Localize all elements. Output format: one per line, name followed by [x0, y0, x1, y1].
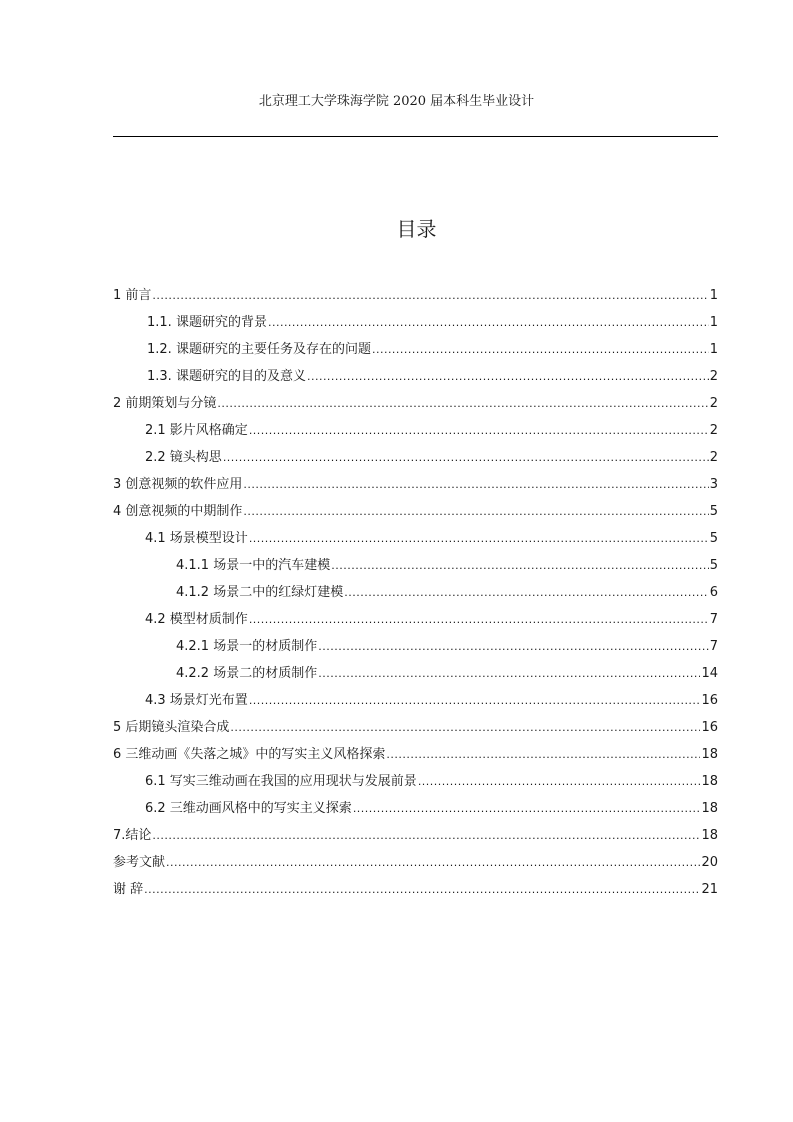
- toc-entry-label: 4 创意视频的中期制作: [113, 504, 243, 519]
- toc-entry-label: 4.1.1 场景一中的汽车建模: [176, 558, 331, 573]
- toc-dot-leader: [230, 714, 700, 741]
- toc-entry-label: 1.1. 课题研究的背景: [147, 315, 267, 330]
- toc-entry[interactable]: [113, 336, 718, 363]
- toc-entry[interactable]: [113, 768, 718, 795]
- toc-entry-label: 2 前期策划与分镜: [113, 396, 217, 411]
- toc-entry-page-number: 21: [701, 882, 718, 897]
- toc-dot-leader: [344, 579, 709, 606]
- toc-entry-label: 2.2 镜头构思: [145, 450, 222, 465]
- toc-entry[interactable]: [113, 876, 718, 903]
- toc-entry[interactable]: [113, 363, 718, 390]
- toc-entry-label: 5 后期镜头渲染合成: [113, 720, 230, 735]
- toc-dot-leader: [386, 741, 700, 768]
- toc-entry-label: 6 三维动画《失落之城》中的写实主义风格探索: [113, 747, 386, 762]
- toc-entry-page-number: 18: [701, 747, 718, 762]
- toc-dot-leader: [217, 390, 708, 417]
- toc-entry[interactable]: [113, 552, 718, 579]
- table-of-contents: [113, 282, 718, 903]
- toc-entry-page-number: 5: [709, 531, 718, 546]
- toc-entry-label: 4.3 场景灯光布置: [145, 693, 248, 708]
- toc-dot-leader: [249, 525, 709, 552]
- header-rule: [113, 136, 718, 137]
- toc-entry[interactable]: [113, 471, 718, 498]
- toc-entry-label: 6.2 三维动画风格中的写实主义探索: [145, 801, 352, 816]
- toc-entry[interactable]: [113, 444, 718, 471]
- toc-dot-leader: [372, 336, 709, 363]
- toc-entry-label: 6.1 写实三维动画在我国的应用现状与发展前景: [145, 774, 417, 789]
- toc-entry[interactable]: [113, 498, 718, 525]
- toc-entry-page-number: 1: [709, 315, 718, 330]
- toc-dot-leader: [243, 471, 708, 498]
- toc-dot-leader: [318, 633, 709, 660]
- toc-dot-leader: [144, 876, 700, 903]
- toc-entry[interactable]: [113, 579, 718, 606]
- toc-dot-leader: [249, 417, 709, 444]
- toc-entry-label: 4.1 场景模型设计: [145, 531, 248, 546]
- toc-entry-label: 4.2.2 场景二的材质制作: [176, 666, 318, 681]
- toc-entry[interactable]: [113, 390, 718, 417]
- toc-entry[interactable]: [113, 282, 718, 309]
- toc-entry-page-number: 5: [709, 558, 718, 573]
- toc-entry-label: 4.1.2 场景二中的红绿灯建模: [176, 585, 344, 600]
- toc-entry-page-number: 5: [709, 504, 718, 519]
- toc-entry[interactable]: [113, 714, 718, 741]
- toc-dot-leader: [268, 309, 709, 336]
- toc-entry[interactable]: [113, 741, 718, 768]
- toc-entry-label: 7.结论: [113, 828, 152, 843]
- toc-dot-leader: [166, 849, 700, 876]
- toc-dot-leader: [353, 795, 701, 822]
- toc-entry[interactable]: [113, 795, 718, 822]
- running-header: 北京理工大学珠海学院 2020 届本科生毕业设计: [258, 94, 535, 109]
- toc-entry-label: 1.3. 课题研究的目的及意义: [147, 369, 306, 384]
- toc-entry-label: 1 前言: [113, 288, 152, 303]
- toc-entry[interactable]: [113, 633, 718, 660]
- toc-entry[interactable]: [113, 660, 718, 687]
- toc-entry-page-number: 18: [701, 774, 718, 789]
- toc-entry-page-number: 2: [709, 396, 718, 411]
- toc-dot-leader: [243, 498, 708, 525]
- toc-entry-page-number: 18: [701, 801, 718, 816]
- toc-entry[interactable]: [113, 849, 718, 876]
- toc-entry-page-number: 18: [701, 828, 718, 843]
- toc-dot-leader: [152, 282, 708, 309]
- toc-entry[interactable]: [113, 417, 718, 444]
- toc-entry-page-number: 20: [701, 855, 718, 870]
- toc-entry-label: 2.1 影片风格确定: [145, 423, 248, 438]
- toc-title: 目录: [396, 217, 437, 241]
- toc-entry-page-number: 16: [701, 720, 718, 735]
- toc-dot-leader: [249, 606, 709, 633]
- toc-entry-page-number: 3: [709, 477, 718, 492]
- toc-dot-leader: [331, 552, 709, 579]
- toc-entry-page-number: 2: [709, 423, 718, 438]
- toc-entry-page-number: 1: [709, 342, 718, 357]
- toc-entry-label: 4.2.1 场景一的材质制作: [176, 639, 318, 654]
- toc-entry[interactable]: [113, 606, 718, 633]
- toc-entry-page-number: 6: [709, 585, 718, 600]
- toc-entry-label: 1.2. 课题研究的主要任务及存在的问题: [147, 342, 371, 357]
- toc-entry-label: 3 创意视频的软件应用: [113, 477, 243, 492]
- toc-entry-label: 4.2 模型材质制作: [145, 612, 248, 627]
- toc-dot-leader: [223, 444, 709, 471]
- toc-entry-page-number: 16: [701, 693, 718, 708]
- toc-dot-leader: [249, 687, 701, 714]
- toc-entry-page-number: 7: [709, 612, 718, 627]
- toc-entry-page-number: 2: [709, 450, 718, 465]
- toc-entry-label: 参考文献: [113, 855, 166, 870]
- toc-entry-label: 谢 辞: [113, 882, 144, 897]
- toc-entry[interactable]: [113, 525, 718, 552]
- toc-dot-leader: [307, 363, 709, 390]
- toc-entry-page-number: 14: [701, 666, 718, 681]
- toc-entry[interactable]: [113, 822, 718, 849]
- toc-dot-leader: [318, 660, 700, 687]
- toc-entry-page-number: 2: [709, 369, 718, 384]
- toc-dot-leader: [152, 822, 700, 849]
- toc-entry-page-number: 7: [709, 639, 718, 654]
- toc-entry[interactable]: [113, 687, 718, 714]
- toc-entry-page-number: 1: [709, 288, 718, 303]
- toc-entry[interactable]: [113, 309, 718, 336]
- toc-dot-leader: [418, 768, 701, 795]
